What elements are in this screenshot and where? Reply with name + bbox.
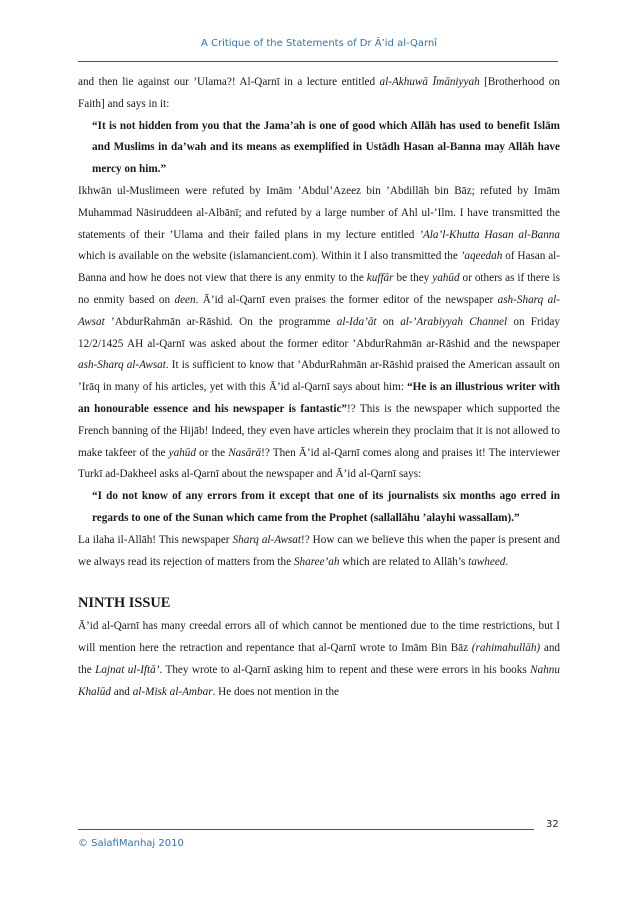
italic-text: yahūd (168, 446, 196, 459)
italic-text: al-Misk al-Ambar (132, 685, 213, 698)
text-run: and then lie against our ’Ulama?! Al-Qarnī in a lecture entitled (78, 76, 380, 88)
text-run: . (505, 555, 509, 568)
italic-text: tawheed (468, 555, 506, 568)
italic-text: kuffār (366, 272, 394, 285)
paragraph (78, 530, 560, 574)
italic-text: ash-Sharq al-Awsat (78, 293, 561, 328)
header-divider (78, 61, 558, 62)
text-run: ’AbdurRahmān ar-Rāshid. On the programme (104, 315, 337, 328)
italic-text: ’aqeedah (460, 250, 503, 263)
italic-text: ash-Sharq al-Awsat (78, 359, 166, 372)
text-run: !? How can we believe this when the paper is present and we always read its rejection of matters from the (78, 533, 560, 568)
text-run: or others as if there is no enmity based on (78, 272, 560, 306)
italic-text: Sharq al-Awsat (232, 533, 301, 546)
page-header-title: A Critique of the Statements of Dr Ā’id al-Qarnī (200, 38, 438, 49)
italic-text: al-Ida’āt (336, 315, 377, 328)
italic-text: ’Ala’l-Khutta Hasan al-Banna (419, 228, 560, 241)
paragraph (78, 181, 560, 486)
italic-text: (rahimahullāh) (471, 642, 541, 655)
footer-divider (78, 829, 534, 830)
block-quote (92, 116, 560, 181)
text-run: and (110, 685, 133, 698)
text-run: La ilaha il-Allāh! This newspaper (78, 533, 233, 546)
text-run: Ā’id al-Qarnī has many creedal errors all of which cannot be mentioned due to the time restrictions, but I will mention here the retraction and repentance that al-Qarnī wrote to Imām Bin Bāz (78, 620, 560, 655)
text-run: [Brotherhood on Faith] and says in it: (78, 76, 560, 110)
text-run: . Ā’id al-Qarnī even praises the former editor of the newspaper (195, 293, 498, 306)
italic-text: Sharee’ah (293, 555, 340, 568)
italic-text: Nahnu Khalūd (78, 663, 560, 698)
paragraph (78, 72, 560, 116)
section-heading: NINTH ISSUE (78, 595, 171, 612)
text-run: which is available on the website (islamancient.com). Within it I also transmitted the (78, 250, 461, 263)
text-run: of Hasan al-Banna and how he does not view that there is any enmity to the (78, 250, 561, 285)
italic-text: al-’Arabiyyah Channel (400, 315, 508, 328)
text-run: . They wrote to al-Qarnī asking him to repent and these were errors in his books (159, 663, 531, 676)
text-run: !? This is the newspaper which supported the French banning of the Hijāb! Indeed, they even have articles wherein they proclaim that it is not allowed to make takfeer of the (78, 402, 560, 459)
document-body (78, 72, 560, 704)
text-run: . It is sufficient to know that ’AbdurRahmān ar-Rāshid praised the American assault on ’Irāq in many of his articles, yet with this Ā’id al-Qarnī says about him: (78, 359, 560, 394)
text-run: or the (195, 446, 229, 459)
text-run: . He does not mention in the (212, 685, 340, 698)
text-run: “It is not hidden from you that the Jama’ah is one of good which Allāh has used to benefit Islām and Muslims in da’wah and its means as exemplified in Ustādh Hasan al-Banna may Allāh have mercy on him.” (92, 119, 560, 176)
paragraph (78, 616, 560, 703)
text-run: on Friday 12/2/1425 AH al-Qarnī was asked about the former editor ’AbdurRahmān ar-Rāshid and the newspaper (78, 315, 560, 350)
italic-text: yahūd (432, 272, 460, 285)
text-run: which are related to Allāh’s (339, 555, 469, 568)
italic-text: al-Akhuwā Īmāniyyah (379, 76, 480, 88)
text-run: and the (78, 642, 561, 676)
page-number: 32 (546, 819, 559, 830)
footer-copyright: © SalafiManhaj 2010 (78, 838, 184, 849)
block-quote (92, 486, 560, 530)
text-run: on (376, 315, 401, 328)
bold-text: “He is an illustrious writer with an honourable essence and his newspaper is fantastic” (78, 381, 561, 415)
italic-text: deen (174, 293, 196, 306)
italic-text: Lajnat ul-Iftā’ (95, 663, 160, 676)
text-run: Ikhwān ul-Muslimeen were refuted by Imām ’Abdul’Azeez bin ’Abdillāh bin Bāz; refuted by Imām Muhammad Nāsiruddeen al-Albānī; and refuted by a large number of Ahl ul-’Ilm. I have transmitted the statements of their ’Ulama and their failed plans in my lecture entitled (78, 184, 560, 241)
text-run: “I do not know of any errors from it except that one of its journalists six months ago erred in regards to one of the Sunan which came from the Prophet (sallallāhu ’alayhi wassallam).” (92, 490, 560, 524)
text-run: be they (393, 272, 433, 285)
italic-text: Nasārā (228, 446, 262, 459)
text-run: !? Then Ā’id al-Qarnī comes along and praises it! The interviewer Turkī ad-Dakheel asks al-Qarnī about the newspaper and Ā’id al-Qarnī says: (78, 446, 560, 481)
